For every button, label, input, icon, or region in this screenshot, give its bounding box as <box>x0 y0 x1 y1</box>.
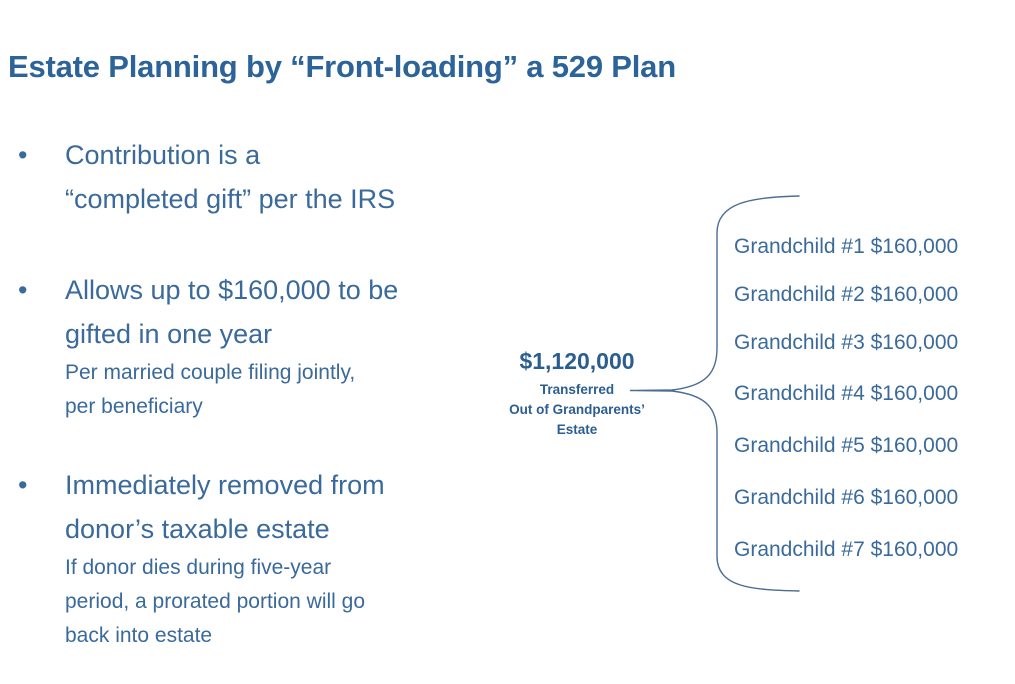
bullet-subline: per beneficiary <box>65 395 203 418</box>
grandchild-row: Grandchild #7 $160,000 <box>734 538 959 561</box>
grandchild-row: Grandchild #5 $160,000 <box>734 434 959 457</box>
grandchildren-list <box>734 236 958 561</box>
bullet-marker-icon: • <box>18 275 28 305</box>
bullet-line: “completed gift” per the IRS <box>65 184 396 214</box>
transfer-caption-line: Transferred <box>539 382 615 397</box>
bullet-subtext <box>65 551 385 653</box>
bullet-subtext <box>65 356 398 424</box>
grandchild-row: Grandchild #3 $160,000 <box>734 331 959 354</box>
bullet-marker-icon: • <box>18 140 28 170</box>
transfer-amount: $1,120,000 <box>519 348 635 374</box>
grandchild-row: Grandchild #4 $160,000 <box>734 382 959 405</box>
bullet-subline: Per married couple filing jointly, <box>65 361 356 384</box>
grandchild-row: Grandchild #2 $160,000 <box>734 283 959 306</box>
bullet-line: Contribution is a <box>65 140 261 170</box>
grandchild-row: Grandchild #6 $160,000 <box>734 486 959 509</box>
bullet-item-completed-gift <box>18 133 395 221</box>
transfer-total-label <box>492 347 662 440</box>
bullet-item-gift-limit <box>18 268 398 424</box>
bullet-subline: period, a prorated portion will go <box>65 590 366 613</box>
bullet-line: donor’s taxable estate <box>65 514 330 544</box>
slide-title: Estate Planning by “Front-loading” a 529 Plan <box>8 49 676 84</box>
bullet-marker-icon: • <box>18 470 28 500</box>
bullet-line: Allows up to $160,000 to be <box>65 275 399 305</box>
transfer-caption-line: Estate <box>556 422 598 437</box>
bullet-text <box>65 463 385 551</box>
bullet-subline: back into estate <box>65 624 213 647</box>
bullet-line: gifted in one year <box>65 319 273 349</box>
bullet-item-taxable-estate <box>18 463 385 653</box>
bullet-subline: If donor dies during five-year <box>65 556 332 579</box>
bullet-text <box>65 268 398 356</box>
grandchild-row: Grandchild #1 $160,000 <box>734 235 959 258</box>
bullet-text <box>65 133 395 221</box>
transfer-caption <box>492 380 662 440</box>
transfer-caption-line: Out of Grandparents’ <box>509 402 645 417</box>
bullet-line: Immediately removed from <box>65 470 385 500</box>
